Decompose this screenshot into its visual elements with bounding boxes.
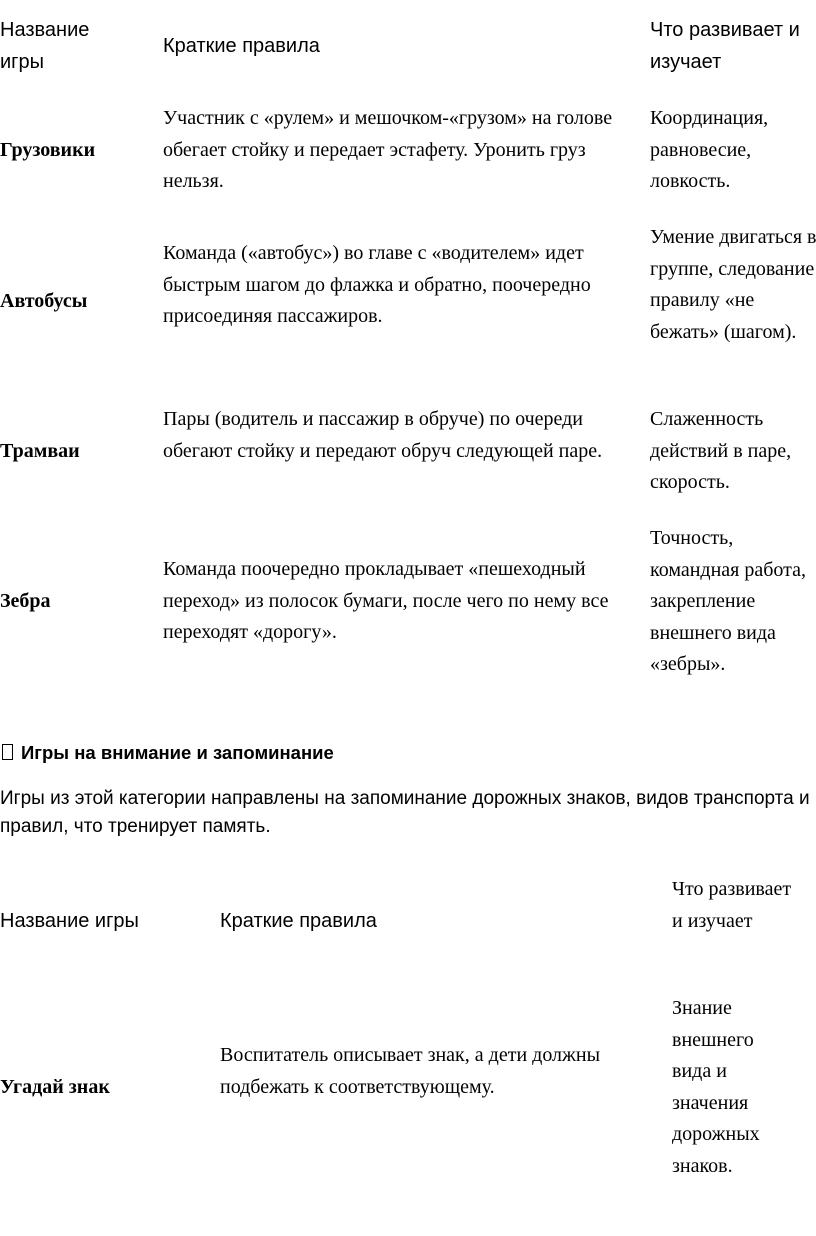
- row-develops: Знание внешнего вида и значения дорожных знаков.: [672, 997, 760, 1177]
- row-name: Автобусы: [0, 290, 88, 312]
- section-heading-text: Игры на внимание и запоминание: [21, 742, 334, 763]
- header-name: Название игры: [0, 910, 139, 932]
- section-paragraph: Игры из этой категории направлены на запоминание дорожных знаков, видов транспорта и правил, что тренирует память.: [0, 788, 810, 837]
- header-develops: Что развивает и изучает: [650, 19, 800, 73]
- row-rules: Воспитатель описывает знак, а дети должны подбежать к соответствующему.: [220, 1044, 600, 1098]
- row-name: Трамваи: [0, 440, 80, 462]
- row-develops: Слаженность действий в паре, скорость.: [650, 408, 792, 493]
- header-rules: Краткие правила: [163, 35, 320, 57]
- section-heading: [2, 737, 334, 769]
- row-name: Грузовики: [0, 139, 96, 161]
- checkbox-glyph-icon: [2, 744, 13, 760]
- header-develops: Что развивает и изучает: [672, 878, 792, 932]
- row-name: Зебра: [0, 590, 51, 612]
- header-rules: Краткие правила: [220, 910, 377, 932]
- header-name: Название игры: [0, 19, 90, 73]
- row-rules: Пары (водитель и пассажир в обруче) по очереди обегают стойку и передают обруч следующей паре.: [163, 408, 603, 462]
- row-develops: Точность, командная работа, закрепление внешнего вида «зебры».: [650, 527, 807, 675]
- row-rules: Команда поочередно прокладывает «пешеходный переход» из полосок бумаги, после чего по нему все переходят «дорогу».: [163, 558, 609, 643]
- row-rules: Команда («автобус») во главе с «водителем» идет быстрым шагом до флажка и обратно, поочередно присоединяя пассажиров.: [163, 242, 591, 327]
- row-name: Угадай знак: [0, 1076, 110, 1098]
- row-develops: Координация, равновесие, ловкость.: [650, 107, 769, 192]
- row-develops: Умение двигаться в группе, следование правилу «не бежать» (шагом).: [650, 226, 816, 343]
- row-rules: Участник с «рулем» и мешочком-«грузом» на голове обегает стойку и передает эстафету. Уронить груз нельзя.: [163, 107, 613, 192]
